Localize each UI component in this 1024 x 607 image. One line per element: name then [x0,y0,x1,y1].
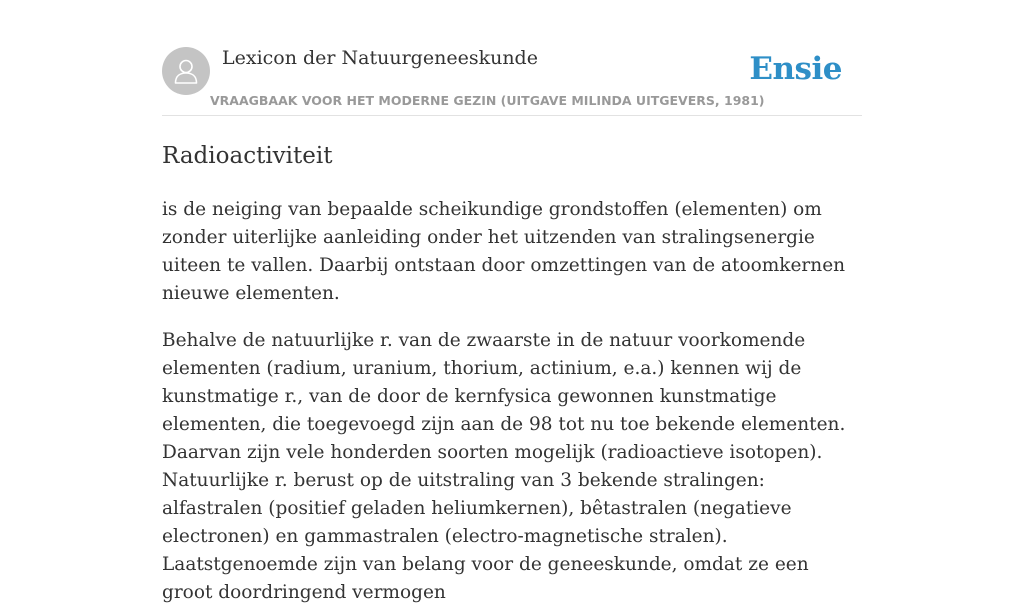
entry-title: Radioactiviteit [162,143,333,169]
book-subtitle: VRAAGBAAK VOOR HET MODERNE GEZIN (UITGAVE MILINDA UITGEVERS, 1981) [210,93,765,108]
entry-body [162,196,862,607]
article-container [162,0,862,607]
entry-paragraph: Behalve de natuurlijke r. van de zwaarste in de natuur voorkomende elementen (radium, uranium, thorium, actinium, e.a.) kennen wij de kunstmatige r., van de door de kernfysica gewonnen kunstmatige elementen, die toegevoegd zijn aan de 98 tot nu toe bekende elementen. Daarvan zijn vele honderden soorten mogelijk (radioactieve isotopen). Natuurlijke r. berust op de uitstraling van 3 bekende stralingen: alfastralen (positief geladen heliumkernen), bêtastralen (negatieve electronen) en gammastralen (electro-magnetische stralen). Laatstgenoemde zijn van belang voor de geneeskunde, omdat ze een groot doordringend vermogen [162,330,846,603]
book-avatar[interactable] [162,47,210,95]
header [162,0,862,116]
user-icon [171,56,201,86]
entry-paragraph: is de neiging van bepaalde scheikundige grondstoffen (elementen) om zonder uiterlijke aanleiding onder het uitzenden van stralingsenergie uiteen te vallen. Daarbij ontstaan door omzettingen van de atoomkernen nieuwe elementen. [162,199,846,304]
book-title[interactable]: Lexicon der Natuurgeneeskunde [222,47,538,69]
brand-logo[interactable]: Ensie [749,51,842,87]
